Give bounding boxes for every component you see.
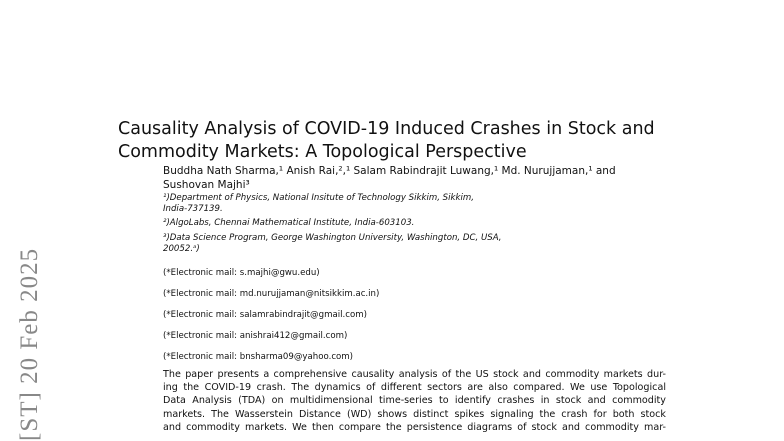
affiliation-line: 20052.ᵃ): [163, 243, 200, 254]
abstract-line: and commodity markets. We then compare the persistence diagrams of stock and commodity mar-: [163, 421, 666, 433]
abstract-line: markets. The Wasserstein Distance (WD) shows distinct spikes signaling the crash for both stock: [163, 408, 666, 420]
abstract-line: The paper presents a comprehensive causality analysis of the US stock and commodity markets dur-: [163, 369, 666, 380]
email-link[interactable]: (*Electronic mail: md.nurujjaman@nitsikkim.ac.in): [163, 289, 380, 299]
arxiv-stamp: [ST] 20 Feb 2025: [16, 247, 43, 441]
affiliation: [163, 193, 563, 215]
author-list: [163, 164, 663, 192]
email-list: [163, 268, 583, 373]
affiliation: [163, 233, 563, 255]
email-link[interactable]: (*Electronic mail: s.majhi@gwu.edu): [163, 268, 320, 278]
title-line: Commodity Markets: A Topological Perspective: [118, 142, 527, 162]
affiliation-line: ²)AlgoLabs, Chennai Mathematical Institute, India-603103.: [163, 218, 415, 229]
abstract: [163, 368, 666, 434]
title-line: Causality Analysis of COVID-19 Induced Crashes in Stock and: [118, 119, 655, 139]
email-link[interactable]: (*Electronic mail: salamrabindrajit@gmail.com): [163, 310, 367, 320]
affiliation: [163, 218, 563, 229]
abstract-line: ing the COVID-19 crash. The dynamics of different sectors are also compared. We use Topological: [163, 382, 666, 394]
paper-title: [118, 118, 678, 164]
affiliation-line: ¹)Department of Physics, National Insitute of Technology Sikkim, Sikkim,: [163, 193, 474, 203]
email-link[interactable]: (*Electronic mail: anishrai412@gmail.com): [163, 331, 348, 341]
affiliation-line: ³)Data Science Program, George Washington University, Washington, DC, USA,: [163, 232, 502, 243]
affiliation-list: [163, 193, 563, 258]
email-link[interactable]: (*Electronic mail: bnsharma09@yahoo.com): [163, 352, 354, 362]
author-line: Sushovan Majhi³: [163, 179, 250, 191]
affiliation-line: India-737139.: [163, 204, 223, 215]
author-line: Buddha Nath Sharma,¹ Anish Rai,²,¹ Salam Rabindrajit Luwang,¹ Md. Nurujjaman,¹ and: [163, 165, 616, 177]
abstract-line: Data Analysis (TDA) on multidimensional time-series to identify crashes in stock and commodity: [163, 395, 666, 407]
